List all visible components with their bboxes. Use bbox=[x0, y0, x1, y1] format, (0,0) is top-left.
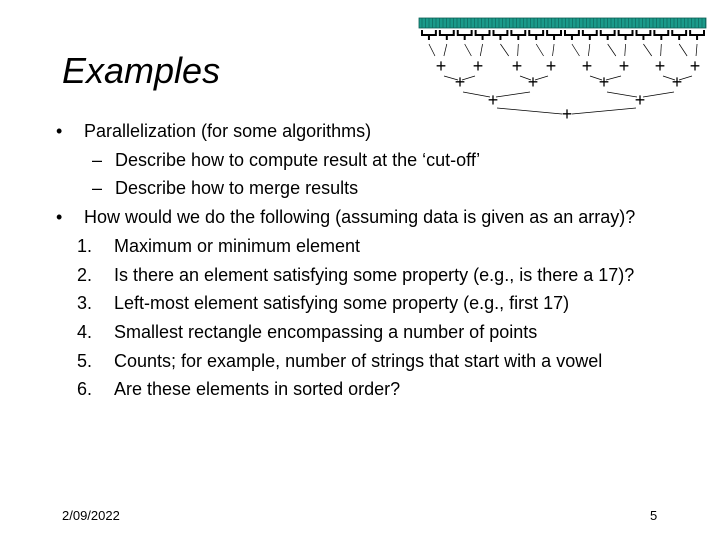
chunk-bracket bbox=[476, 30, 490, 40]
page-number: 5 bbox=[650, 508, 658, 523]
plus-operator: + bbox=[545, 56, 557, 76]
plus-operator: + bbox=[511, 56, 523, 76]
tree-edge bbox=[661, 44, 662, 56]
footer-date: 2/09/2022 bbox=[62, 508, 120, 523]
item-number: 5. bbox=[77, 351, 93, 371]
plus-operator: + bbox=[454, 72, 466, 92]
bullet-marker: • bbox=[56, 207, 63, 227]
slide-title: Examples bbox=[62, 50, 221, 91]
chunk-bracket bbox=[547, 30, 561, 40]
chunk-bracket bbox=[494, 30, 508, 40]
parallel-reduction-tree-diagram bbox=[0, 0, 720, 130]
bullet-text: How would we do the following (assuming data is given as an array)? bbox=[84, 207, 636, 227]
plus-operator: + bbox=[581, 56, 593, 76]
tree-edge bbox=[643, 92, 674, 97]
plus-operator: + bbox=[671, 72, 683, 92]
tree-edge bbox=[518, 44, 519, 56]
chunk-bracket bbox=[619, 30, 633, 40]
tree-edge bbox=[465, 44, 472, 56]
tree-edge bbox=[536, 44, 543, 56]
item-number: 1. bbox=[77, 236, 93, 256]
item-number: 4. bbox=[77, 322, 93, 342]
sub-bullet-marker: – bbox=[92, 150, 103, 170]
tree-edge bbox=[429, 44, 435, 56]
array-bar bbox=[419, 18, 706, 28]
plus-operator: + bbox=[435, 56, 447, 76]
tree-edge bbox=[607, 92, 637, 97]
item-number: 3. bbox=[77, 293, 93, 313]
chunk-bracket bbox=[440, 30, 454, 40]
sub-bullet-text: Describe how to merge results bbox=[115, 178, 359, 198]
tree-edge bbox=[496, 92, 530, 97]
plus-operator: + bbox=[472, 56, 484, 76]
chunk-bracket bbox=[511, 30, 525, 40]
bullet-text: Parallelization (for some algorithms) bbox=[84, 121, 372, 141]
chunk-bracket bbox=[637, 30, 651, 40]
item-text: Maximum or minimum element bbox=[114, 236, 361, 256]
plus-operator: + bbox=[689, 56, 701, 76]
chunk-bracket bbox=[583, 30, 597, 40]
item-text: Smallest rectangle encompassing a number of points bbox=[114, 322, 538, 342]
tree-edge bbox=[463, 92, 490, 97]
plus-operator: + bbox=[654, 56, 666, 76]
item-text: Are these elements in sorted order? bbox=[114, 379, 401, 399]
tree-edge bbox=[608, 44, 616, 56]
tree-edge bbox=[679, 44, 687, 56]
tree-edge bbox=[625, 44, 626, 56]
plus-operator: + bbox=[561, 104, 573, 124]
plus-operator: + bbox=[618, 56, 630, 76]
plus-operator: + bbox=[634, 90, 646, 110]
chunk-bracket bbox=[672, 30, 686, 40]
tree-edge bbox=[572, 108, 636, 114]
tree-edge bbox=[444, 44, 447, 56]
chunk-bracket bbox=[422, 30, 436, 40]
chunk-bracket bbox=[690, 30, 704, 40]
item-number: 6. bbox=[77, 379, 93, 399]
tree-edge bbox=[553, 44, 555, 56]
tree-edge bbox=[480, 44, 482, 56]
sub-bullet-marker: – bbox=[92, 178, 103, 198]
tree-edge bbox=[497, 108, 562, 114]
tree-edge bbox=[500, 44, 508, 56]
plus-operator: + bbox=[527, 72, 539, 92]
item-text: Is there an element satisfying some property (e.g., is there a 17)? bbox=[114, 265, 635, 285]
chunk-bracket bbox=[601, 30, 615, 40]
item-text: Left-most element satisfying some property (e.g., first 17) bbox=[114, 293, 570, 313]
chunk-bracket bbox=[654, 30, 668, 40]
tree-edge bbox=[572, 44, 580, 56]
item-number: 2. bbox=[77, 265, 93, 285]
sub-bullet-text: Describe how to compute result at the ‘cut-off’ bbox=[115, 150, 481, 170]
chunk-bracket bbox=[565, 30, 579, 40]
bullet-marker: • bbox=[56, 121, 63, 141]
plus-operator: + bbox=[598, 72, 610, 92]
tree-edge bbox=[696, 44, 697, 56]
tree-edge bbox=[588, 44, 589, 56]
item-text: Counts; for example, number of strings that start with a vowel bbox=[114, 351, 603, 371]
chunk-bracket bbox=[458, 30, 472, 40]
plus-operator: + bbox=[487, 90, 499, 110]
tree-edge bbox=[643, 44, 651, 56]
chunk-bracket bbox=[529, 30, 543, 40]
